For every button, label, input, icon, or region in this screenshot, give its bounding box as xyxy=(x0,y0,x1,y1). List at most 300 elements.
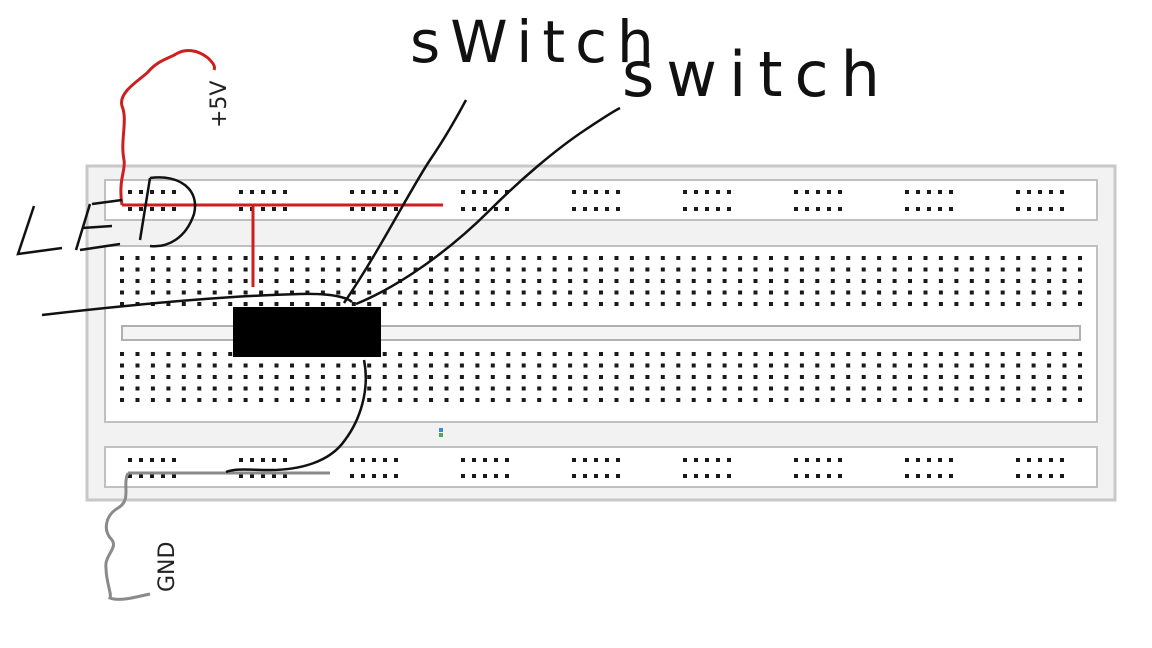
hole xyxy=(908,364,912,368)
hole xyxy=(128,190,132,194)
hole xyxy=(939,352,943,356)
hole xyxy=(1038,207,1042,211)
hole xyxy=(336,387,340,391)
hole xyxy=(846,387,850,391)
hole xyxy=(769,268,773,272)
hole xyxy=(213,352,217,356)
hole xyxy=(244,302,248,306)
hole xyxy=(661,387,665,391)
hole xyxy=(445,387,449,391)
hole xyxy=(151,375,155,379)
hole xyxy=(336,291,340,295)
hole xyxy=(1049,190,1053,194)
hole xyxy=(738,364,742,368)
hole xyxy=(290,279,294,283)
hole xyxy=(250,458,254,462)
hole xyxy=(754,364,758,368)
hole xyxy=(172,190,176,194)
hole xyxy=(831,268,835,272)
hole xyxy=(139,474,143,478)
hole xyxy=(692,268,696,272)
hole xyxy=(128,458,132,462)
hole xyxy=(1063,291,1067,295)
hole xyxy=(927,190,931,194)
hole xyxy=(1016,256,1020,260)
hole xyxy=(599,279,603,283)
hole xyxy=(784,387,788,391)
hole xyxy=(1032,302,1036,306)
hole xyxy=(584,256,588,260)
hole xyxy=(615,256,619,260)
hole xyxy=(1032,387,1036,391)
hole xyxy=(661,302,665,306)
hole xyxy=(970,268,974,272)
hole xyxy=(1047,398,1051,402)
hole xyxy=(394,474,398,478)
hole xyxy=(244,279,248,283)
hole xyxy=(336,375,340,379)
hole xyxy=(1078,398,1082,402)
hole xyxy=(908,302,912,306)
hole xyxy=(398,364,402,368)
hole xyxy=(924,279,928,283)
hole xyxy=(694,190,698,194)
hole xyxy=(383,364,387,368)
hole xyxy=(1001,398,1005,402)
hole xyxy=(1016,387,1020,391)
hole xyxy=(336,279,340,283)
hole xyxy=(838,190,842,194)
hole xyxy=(594,474,598,478)
hole xyxy=(197,364,201,368)
hole xyxy=(769,375,773,379)
hole xyxy=(1032,375,1036,379)
hole xyxy=(1016,375,1020,379)
hole xyxy=(361,474,365,478)
hole xyxy=(120,387,124,391)
hole xyxy=(1001,268,1005,272)
hole xyxy=(228,302,232,306)
hole xyxy=(383,207,387,211)
hole xyxy=(166,352,170,356)
hole xyxy=(1063,364,1067,368)
hole xyxy=(905,207,909,211)
hole xyxy=(228,364,232,368)
hole xyxy=(120,364,124,368)
hole xyxy=(1001,302,1005,306)
hole xyxy=(645,291,649,295)
hole xyxy=(460,256,464,260)
hole xyxy=(970,398,974,402)
hole xyxy=(877,302,881,306)
hole xyxy=(877,352,881,356)
hole xyxy=(784,268,788,272)
hole xyxy=(754,291,758,295)
hole xyxy=(985,398,989,402)
hole xyxy=(908,375,912,379)
hole xyxy=(905,474,909,478)
hole xyxy=(816,190,820,194)
hole xyxy=(352,302,356,306)
hole xyxy=(862,364,866,368)
hole xyxy=(213,387,217,391)
hole xyxy=(259,375,263,379)
hole xyxy=(336,398,340,402)
hole xyxy=(1063,268,1067,272)
hole xyxy=(305,375,309,379)
hole xyxy=(599,352,603,356)
hole xyxy=(506,291,510,295)
hole xyxy=(794,190,798,194)
hole xyxy=(445,398,449,402)
hole xyxy=(522,256,526,260)
hole xyxy=(213,364,217,368)
hole xyxy=(1078,364,1082,368)
hole xyxy=(259,268,263,272)
hole xyxy=(630,302,634,306)
hole xyxy=(630,352,634,356)
hole xyxy=(916,474,920,478)
hole xyxy=(506,302,510,306)
hole xyxy=(705,190,709,194)
hole xyxy=(769,398,773,402)
hole xyxy=(305,268,309,272)
hole xyxy=(599,387,603,391)
hole xyxy=(616,207,620,211)
hole xyxy=(800,291,804,295)
hole xyxy=(383,352,387,356)
hole xyxy=(259,279,263,283)
hole xyxy=(367,302,371,306)
hole xyxy=(136,291,140,295)
hole xyxy=(475,387,479,391)
hole xyxy=(939,279,943,283)
hole xyxy=(139,458,143,462)
hole xyxy=(305,387,309,391)
hole xyxy=(970,364,974,368)
hole xyxy=(398,291,402,295)
hole xyxy=(197,387,201,391)
hole xyxy=(846,256,850,260)
hole xyxy=(197,279,201,283)
hole xyxy=(630,291,634,295)
hole xyxy=(483,190,487,194)
hole xyxy=(259,291,263,295)
hole xyxy=(506,279,510,283)
hole xyxy=(1032,268,1036,272)
hole xyxy=(483,474,487,478)
hole xyxy=(605,207,609,211)
hole xyxy=(784,352,788,356)
hole xyxy=(584,302,588,306)
hole xyxy=(661,268,665,272)
hole xyxy=(228,291,232,295)
hole xyxy=(136,268,140,272)
hole xyxy=(616,190,620,194)
hole xyxy=(908,279,912,283)
hole xyxy=(522,375,526,379)
hole xyxy=(139,190,143,194)
hole xyxy=(692,302,696,306)
hole xyxy=(250,474,254,478)
hole xyxy=(939,268,943,272)
hole xyxy=(769,279,773,283)
hole xyxy=(1032,398,1036,402)
hole xyxy=(676,387,680,391)
hole xyxy=(769,256,773,260)
hole xyxy=(352,268,356,272)
hole xyxy=(568,352,572,356)
hole xyxy=(429,398,433,402)
hole xyxy=(939,375,943,379)
hole xyxy=(954,268,958,272)
hole xyxy=(197,302,201,306)
hole xyxy=(460,387,464,391)
hole xyxy=(615,302,619,306)
hole xyxy=(460,398,464,402)
hole xyxy=(1038,474,1042,478)
hole xyxy=(305,302,309,306)
hole xyxy=(1078,268,1082,272)
hole xyxy=(228,398,232,402)
hole xyxy=(970,387,974,391)
hole xyxy=(161,474,165,478)
hole xyxy=(831,256,835,260)
hole xyxy=(754,268,758,272)
hole xyxy=(321,398,325,402)
hole xyxy=(970,279,974,283)
hole xyxy=(694,207,698,211)
hole xyxy=(599,375,603,379)
hole xyxy=(800,279,804,283)
hole xyxy=(723,352,727,356)
hole xyxy=(352,398,356,402)
hole xyxy=(683,207,687,211)
hole xyxy=(676,302,680,306)
hole xyxy=(460,375,464,379)
hole xyxy=(1060,458,1064,462)
hole xyxy=(568,279,572,283)
hole xyxy=(605,190,609,194)
hole xyxy=(414,387,418,391)
hole xyxy=(1016,352,1020,356)
hole xyxy=(572,207,576,211)
hole xyxy=(136,279,140,283)
hole xyxy=(182,398,186,402)
hole xyxy=(924,256,928,260)
hole xyxy=(769,291,773,295)
hole xyxy=(414,279,418,283)
hole xyxy=(815,256,819,260)
hole xyxy=(275,268,279,272)
hole xyxy=(275,398,279,402)
hole xyxy=(475,375,479,379)
hole xyxy=(661,352,665,356)
hole xyxy=(645,387,649,391)
hole xyxy=(862,302,866,306)
hole xyxy=(769,364,773,368)
hole xyxy=(272,474,276,478)
hole xyxy=(272,207,276,211)
hole xyxy=(615,375,619,379)
hole xyxy=(1001,364,1005,368)
hole xyxy=(970,375,974,379)
hole xyxy=(414,364,418,368)
hole xyxy=(151,279,155,283)
hole xyxy=(676,398,680,402)
hole xyxy=(615,291,619,295)
hole xyxy=(692,364,696,368)
hole xyxy=(939,387,943,391)
hole xyxy=(805,458,809,462)
hole xyxy=(398,352,402,356)
hole xyxy=(985,375,989,379)
hole xyxy=(599,398,603,402)
hole xyxy=(429,268,433,272)
hole xyxy=(805,474,809,478)
hole xyxy=(938,474,942,478)
hole xyxy=(815,375,819,379)
hole xyxy=(615,398,619,402)
hole xyxy=(228,256,232,260)
hole xyxy=(1038,458,1042,462)
hole xyxy=(594,458,598,462)
hole xyxy=(827,207,831,211)
hole xyxy=(398,398,402,402)
hole xyxy=(985,387,989,391)
hole xyxy=(949,207,953,211)
hole xyxy=(846,268,850,272)
hole xyxy=(924,375,928,379)
hole xyxy=(136,352,140,356)
hole xyxy=(784,291,788,295)
hole xyxy=(537,364,541,368)
hole xyxy=(1001,352,1005,356)
hole xyxy=(816,207,820,211)
hole xyxy=(460,352,464,356)
hole xyxy=(352,279,356,283)
hole xyxy=(537,268,541,272)
hole xyxy=(120,398,124,402)
hole xyxy=(916,207,920,211)
hole xyxy=(1047,268,1051,272)
hole xyxy=(182,268,186,272)
hole xyxy=(283,474,287,478)
hole xyxy=(877,375,881,379)
hole xyxy=(1016,207,1020,211)
hole xyxy=(128,207,132,211)
hole xyxy=(483,207,487,211)
hole xyxy=(784,279,788,283)
hole xyxy=(584,352,588,356)
hole xyxy=(846,279,850,283)
hole xyxy=(831,291,835,295)
hole xyxy=(877,387,881,391)
led-letter-l-stroke xyxy=(18,206,62,254)
hole xyxy=(475,279,479,283)
hole xyxy=(754,375,758,379)
hole xyxy=(136,256,140,260)
hole xyxy=(383,474,387,478)
hole xyxy=(182,375,186,379)
hole xyxy=(676,375,680,379)
hole xyxy=(228,387,232,391)
hole xyxy=(522,291,526,295)
hole xyxy=(1060,190,1064,194)
hole xyxy=(707,291,711,295)
hole xyxy=(769,302,773,306)
hole xyxy=(954,352,958,356)
hole xyxy=(800,387,804,391)
hole xyxy=(676,291,680,295)
hole xyxy=(723,279,727,283)
hole xyxy=(893,364,897,368)
hole xyxy=(491,256,495,260)
hole xyxy=(336,268,340,272)
hole xyxy=(924,387,928,391)
hole xyxy=(197,256,201,260)
hole xyxy=(645,302,649,306)
hole xyxy=(166,279,170,283)
hole xyxy=(630,364,634,368)
switch-label-1: sWitch xyxy=(410,8,664,76)
hole xyxy=(261,474,265,478)
hole xyxy=(862,256,866,260)
hole xyxy=(707,256,711,260)
hole xyxy=(321,302,325,306)
hole xyxy=(213,375,217,379)
hole xyxy=(120,291,124,295)
hole xyxy=(924,291,928,295)
hole xyxy=(738,387,742,391)
hole xyxy=(244,256,248,260)
hole xyxy=(568,291,572,295)
hole xyxy=(1063,256,1067,260)
hole xyxy=(522,302,526,306)
hole xyxy=(605,474,609,478)
hole xyxy=(877,256,881,260)
hole xyxy=(908,268,912,272)
hole xyxy=(705,458,709,462)
hole xyxy=(815,268,819,272)
hole xyxy=(615,364,619,368)
hole xyxy=(161,458,165,462)
hole xyxy=(630,268,634,272)
hole xyxy=(305,364,309,368)
hole xyxy=(429,387,433,391)
hole xyxy=(694,458,698,462)
hole xyxy=(383,190,387,194)
hole xyxy=(645,256,649,260)
hole xyxy=(862,387,866,391)
hole xyxy=(568,268,572,272)
hole xyxy=(927,474,931,478)
hole xyxy=(491,364,495,368)
hole xyxy=(283,458,287,462)
hole xyxy=(1063,398,1067,402)
hole xyxy=(816,474,820,478)
hole xyxy=(985,364,989,368)
hole xyxy=(522,279,526,283)
hole xyxy=(352,387,356,391)
hole xyxy=(151,364,155,368)
hole xyxy=(166,387,170,391)
hole xyxy=(1016,279,1020,283)
hole xyxy=(594,207,598,211)
hole xyxy=(352,256,356,260)
hole xyxy=(954,256,958,260)
hole xyxy=(938,190,942,194)
